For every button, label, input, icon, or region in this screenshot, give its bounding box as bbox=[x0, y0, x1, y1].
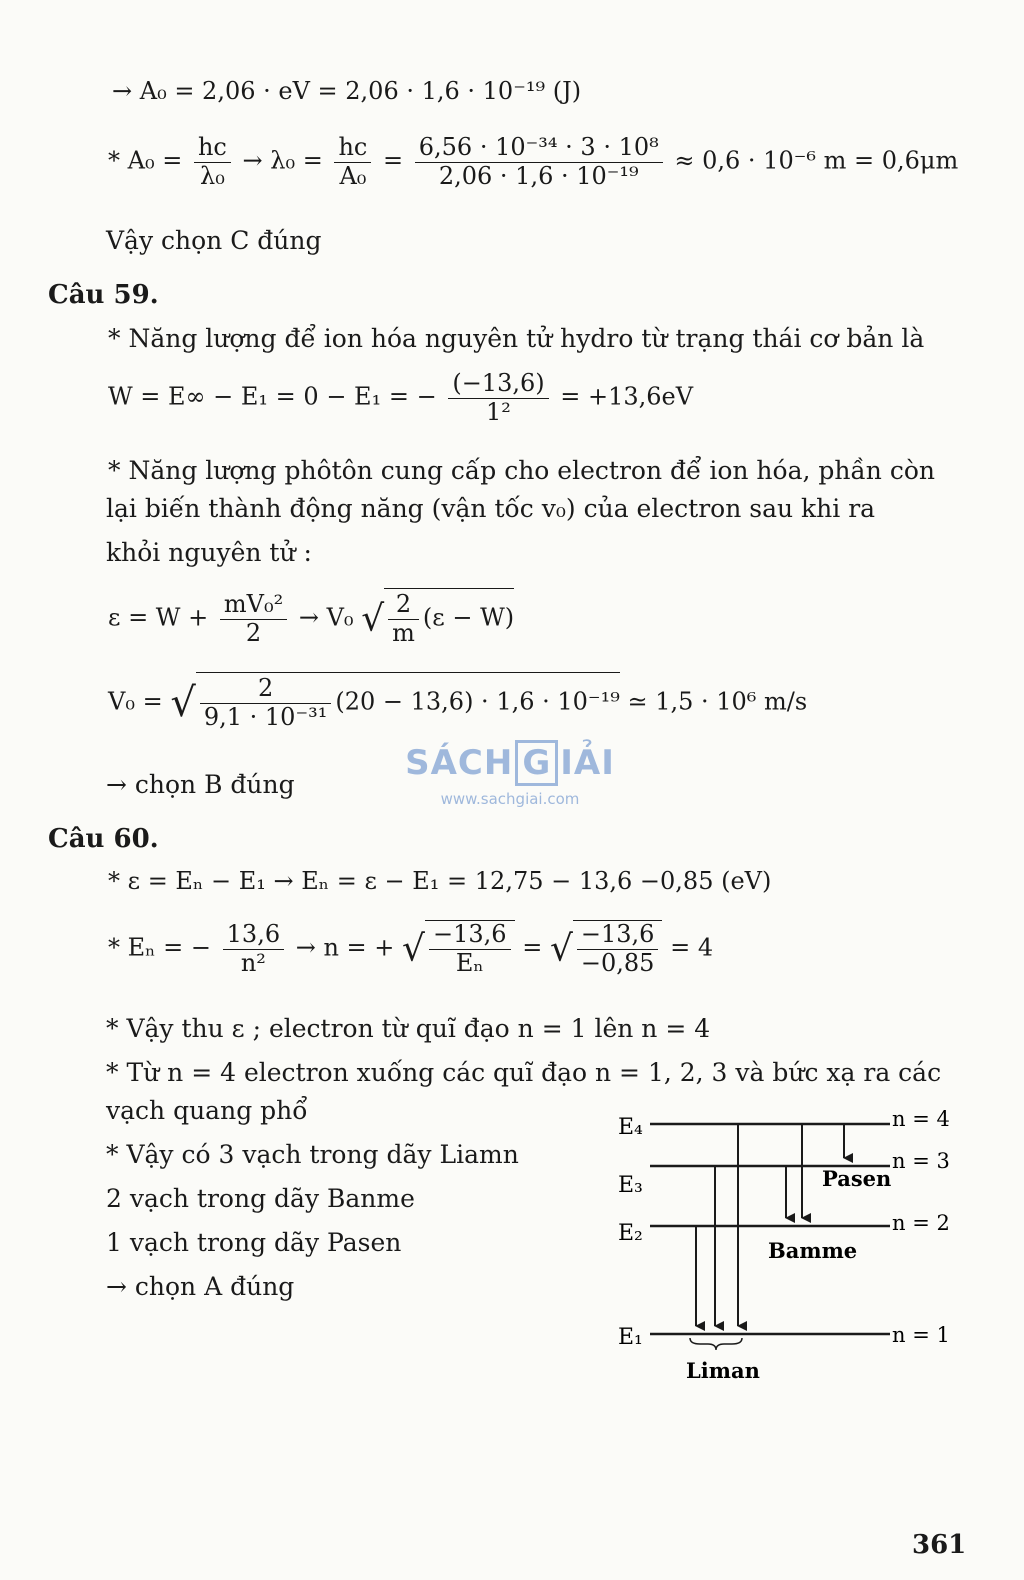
energy-level-diagram bbox=[600, 1100, 980, 1400]
fraction-13-6 bbox=[448, 370, 548, 426]
label-n1: n = 1 bbox=[892, 1323, 950, 1347]
velocity-equation bbox=[108, 672, 807, 731]
sachgiai-watermark bbox=[405, 740, 615, 808]
page-number: 361 bbox=[912, 1530, 967, 1560]
watermark-logo bbox=[405, 740, 615, 786]
eq-left: W = E∞ − E₁ = 0 − E₁ = − bbox=[108, 382, 437, 411]
sqrt-sign: √ bbox=[170, 680, 196, 727]
frac-den: A₀ bbox=[339, 161, 367, 190]
heading-cau-60: Câu 60. bbox=[48, 824, 159, 854]
label-e4: E₄ bbox=[618, 1115, 643, 1140]
eq-result: = 4 bbox=[670, 933, 714, 962]
conclusion-a: → chọn A đúng bbox=[106, 1272, 295, 1301]
sqrt-sign: √ bbox=[361, 598, 385, 640]
frac-den: 2 bbox=[245, 618, 262, 647]
q60-line-7: 2 vạch trong dãy Banme bbox=[106, 1184, 415, 1213]
frac-num: 13,6 bbox=[223, 921, 284, 950]
frac-num: mV₀² bbox=[220, 591, 287, 620]
eq-arrow: → λ₀ = bbox=[242, 146, 323, 175]
eq-left: ε = W + bbox=[108, 603, 209, 632]
eq-equals: = bbox=[522, 933, 543, 962]
fraction-13-6-en bbox=[429, 921, 511, 977]
heading-cau-59: Câu 59. bbox=[48, 280, 159, 310]
q60-line-3: * Vậy thu ε ; electron từ quĩ đạo n = 1 lên n = 4 bbox=[106, 1014, 711, 1043]
label-bamme: Bamme bbox=[768, 1238, 858, 1263]
frac-num: −13,6 bbox=[577, 921, 659, 950]
lambda-equation bbox=[108, 134, 958, 190]
frac-num: (−13,6) bbox=[448, 370, 548, 399]
eq-equals: = bbox=[383, 146, 404, 175]
q60-line-1: * ε = Eₙ − E₁ → Eₙ = ε − E₁ = 12,75 − 13,6 −0,85 (eV) bbox=[108, 867, 772, 895]
q60-line-5: vạch quang phổ bbox=[106, 1096, 308, 1125]
sqrt-sign: √ bbox=[402, 928, 425, 970]
watermark-right: IẢI bbox=[560, 743, 615, 783]
eq-result: = +13,6eV bbox=[560, 382, 694, 411]
frac-den: −0,85 bbox=[580, 948, 655, 977]
eq-arrow: → n = + bbox=[295, 933, 395, 962]
q60-n-equation bbox=[108, 920, 713, 977]
fraction-hc-lambda bbox=[194, 134, 231, 190]
frac-num: −13,6 bbox=[429, 921, 511, 950]
frac-den: m bbox=[392, 618, 415, 647]
label-n3: n = 3 bbox=[892, 1149, 950, 1173]
q59-paragraph-1: * Năng lượng để ion hóa nguyên tử hydro từ trạng thái cơ bản là bbox=[108, 324, 925, 353]
frac-num: hc bbox=[194, 134, 231, 163]
sqrt-body bbox=[573, 920, 663, 977]
label-pasen: Pasen bbox=[822, 1166, 892, 1191]
eq-left: V₀ = bbox=[108, 687, 163, 716]
frac-num: 2 bbox=[200, 675, 332, 704]
fraction-values bbox=[415, 134, 663, 190]
frac-den: 1² bbox=[486, 397, 511, 426]
sqrt-body bbox=[425, 920, 515, 977]
frac-num: hc bbox=[334, 134, 371, 163]
frac-num: 2 bbox=[388, 591, 419, 620]
fraction-2-m bbox=[388, 591, 419, 647]
sqrt-body bbox=[384, 588, 514, 647]
frac-den: 9,1 · 10⁻³¹ bbox=[203, 702, 328, 731]
label-n2: n = 2 bbox=[892, 1211, 950, 1235]
label-e3: E₃ bbox=[618, 1173, 643, 1198]
ionization-equation bbox=[108, 370, 693, 426]
q59-paragraph-2-line-1: * Năng lượng phôtôn cung cấp cho electron để ion hóa, phần còn bbox=[108, 456, 935, 485]
watermark-url: www.sachgiai.com bbox=[440, 790, 580, 808]
frac-num: 6,56 · 10⁻³⁴ · 3 · 10⁸ bbox=[415, 134, 663, 163]
ao-energy-line: → A₀ = 2,06 · eV = 2,06 · 1,6 · 10⁻¹⁹ (J) bbox=[112, 77, 582, 105]
eq-result: ≈ 0,6 · 10⁻⁶ m = 0,6μm bbox=[674, 146, 959, 175]
fraction-kinetic bbox=[220, 591, 287, 647]
label-liman: Liman bbox=[686, 1358, 760, 1383]
q60-line-4: * Từ n = 4 electron xuống các quĩ đạo n = 1, 2, 3 và bức xạ ra các bbox=[106, 1058, 942, 1087]
sqrt-sign: √ bbox=[549, 928, 573, 970]
frac-den: λ₀ bbox=[200, 161, 225, 190]
label-e2: E₂ bbox=[618, 1221, 643, 1246]
eq-left: * Eₙ = − bbox=[108, 933, 212, 962]
liman-brace bbox=[690, 1338, 742, 1350]
frac-den: Eₙ bbox=[455, 948, 484, 977]
label-n4: n = 4 bbox=[892, 1107, 950, 1131]
fraction-hc-ao bbox=[334, 134, 371, 190]
eq-arrow: → V₀ bbox=[298, 603, 354, 632]
eq-left: * A₀ = bbox=[108, 146, 183, 175]
eq-result: ≃ 1,5 · 10⁶ m/s bbox=[627, 687, 808, 716]
q59-paragraph-2-line-2: lại biến thành động năng (vận tốc v₀) của electron sau khi ra bbox=[106, 494, 876, 523]
watermark-box: G bbox=[515, 740, 558, 786]
q59-paragraph-2-line-3: khỏi nguyên tử : bbox=[106, 538, 312, 567]
fraction-13-6-0-85 bbox=[577, 921, 659, 977]
watermark-left: SÁCH bbox=[405, 743, 514, 783]
sqrt-body bbox=[196, 672, 620, 731]
q60-line-8: 1 vạch trong dãy Pasen bbox=[106, 1228, 402, 1257]
fraction-2-mass bbox=[200, 675, 332, 731]
sqrt-tail: (20 − 13,6) · 1,6 · 10⁻¹⁹ bbox=[335, 687, 620, 716]
photon-energy-equation bbox=[108, 588, 514, 647]
frac-den: n² bbox=[240, 948, 266, 977]
conclusion-c: Vậy chọn C đúng bbox=[106, 226, 322, 255]
conclusion-b: → chọn B đúng bbox=[106, 770, 295, 799]
label-e1: E₁ bbox=[618, 1325, 643, 1350]
sqrt-tail: (ε − W) bbox=[422, 603, 515, 632]
q60-line-6: * Vậy có 3 vạch trong dãy Liamn bbox=[106, 1140, 519, 1169]
fraction-13-6-n2 bbox=[223, 921, 284, 977]
frac-den: 2,06 · 1,6 · 10⁻¹⁹ bbox=[438, 161, 639, 190]
